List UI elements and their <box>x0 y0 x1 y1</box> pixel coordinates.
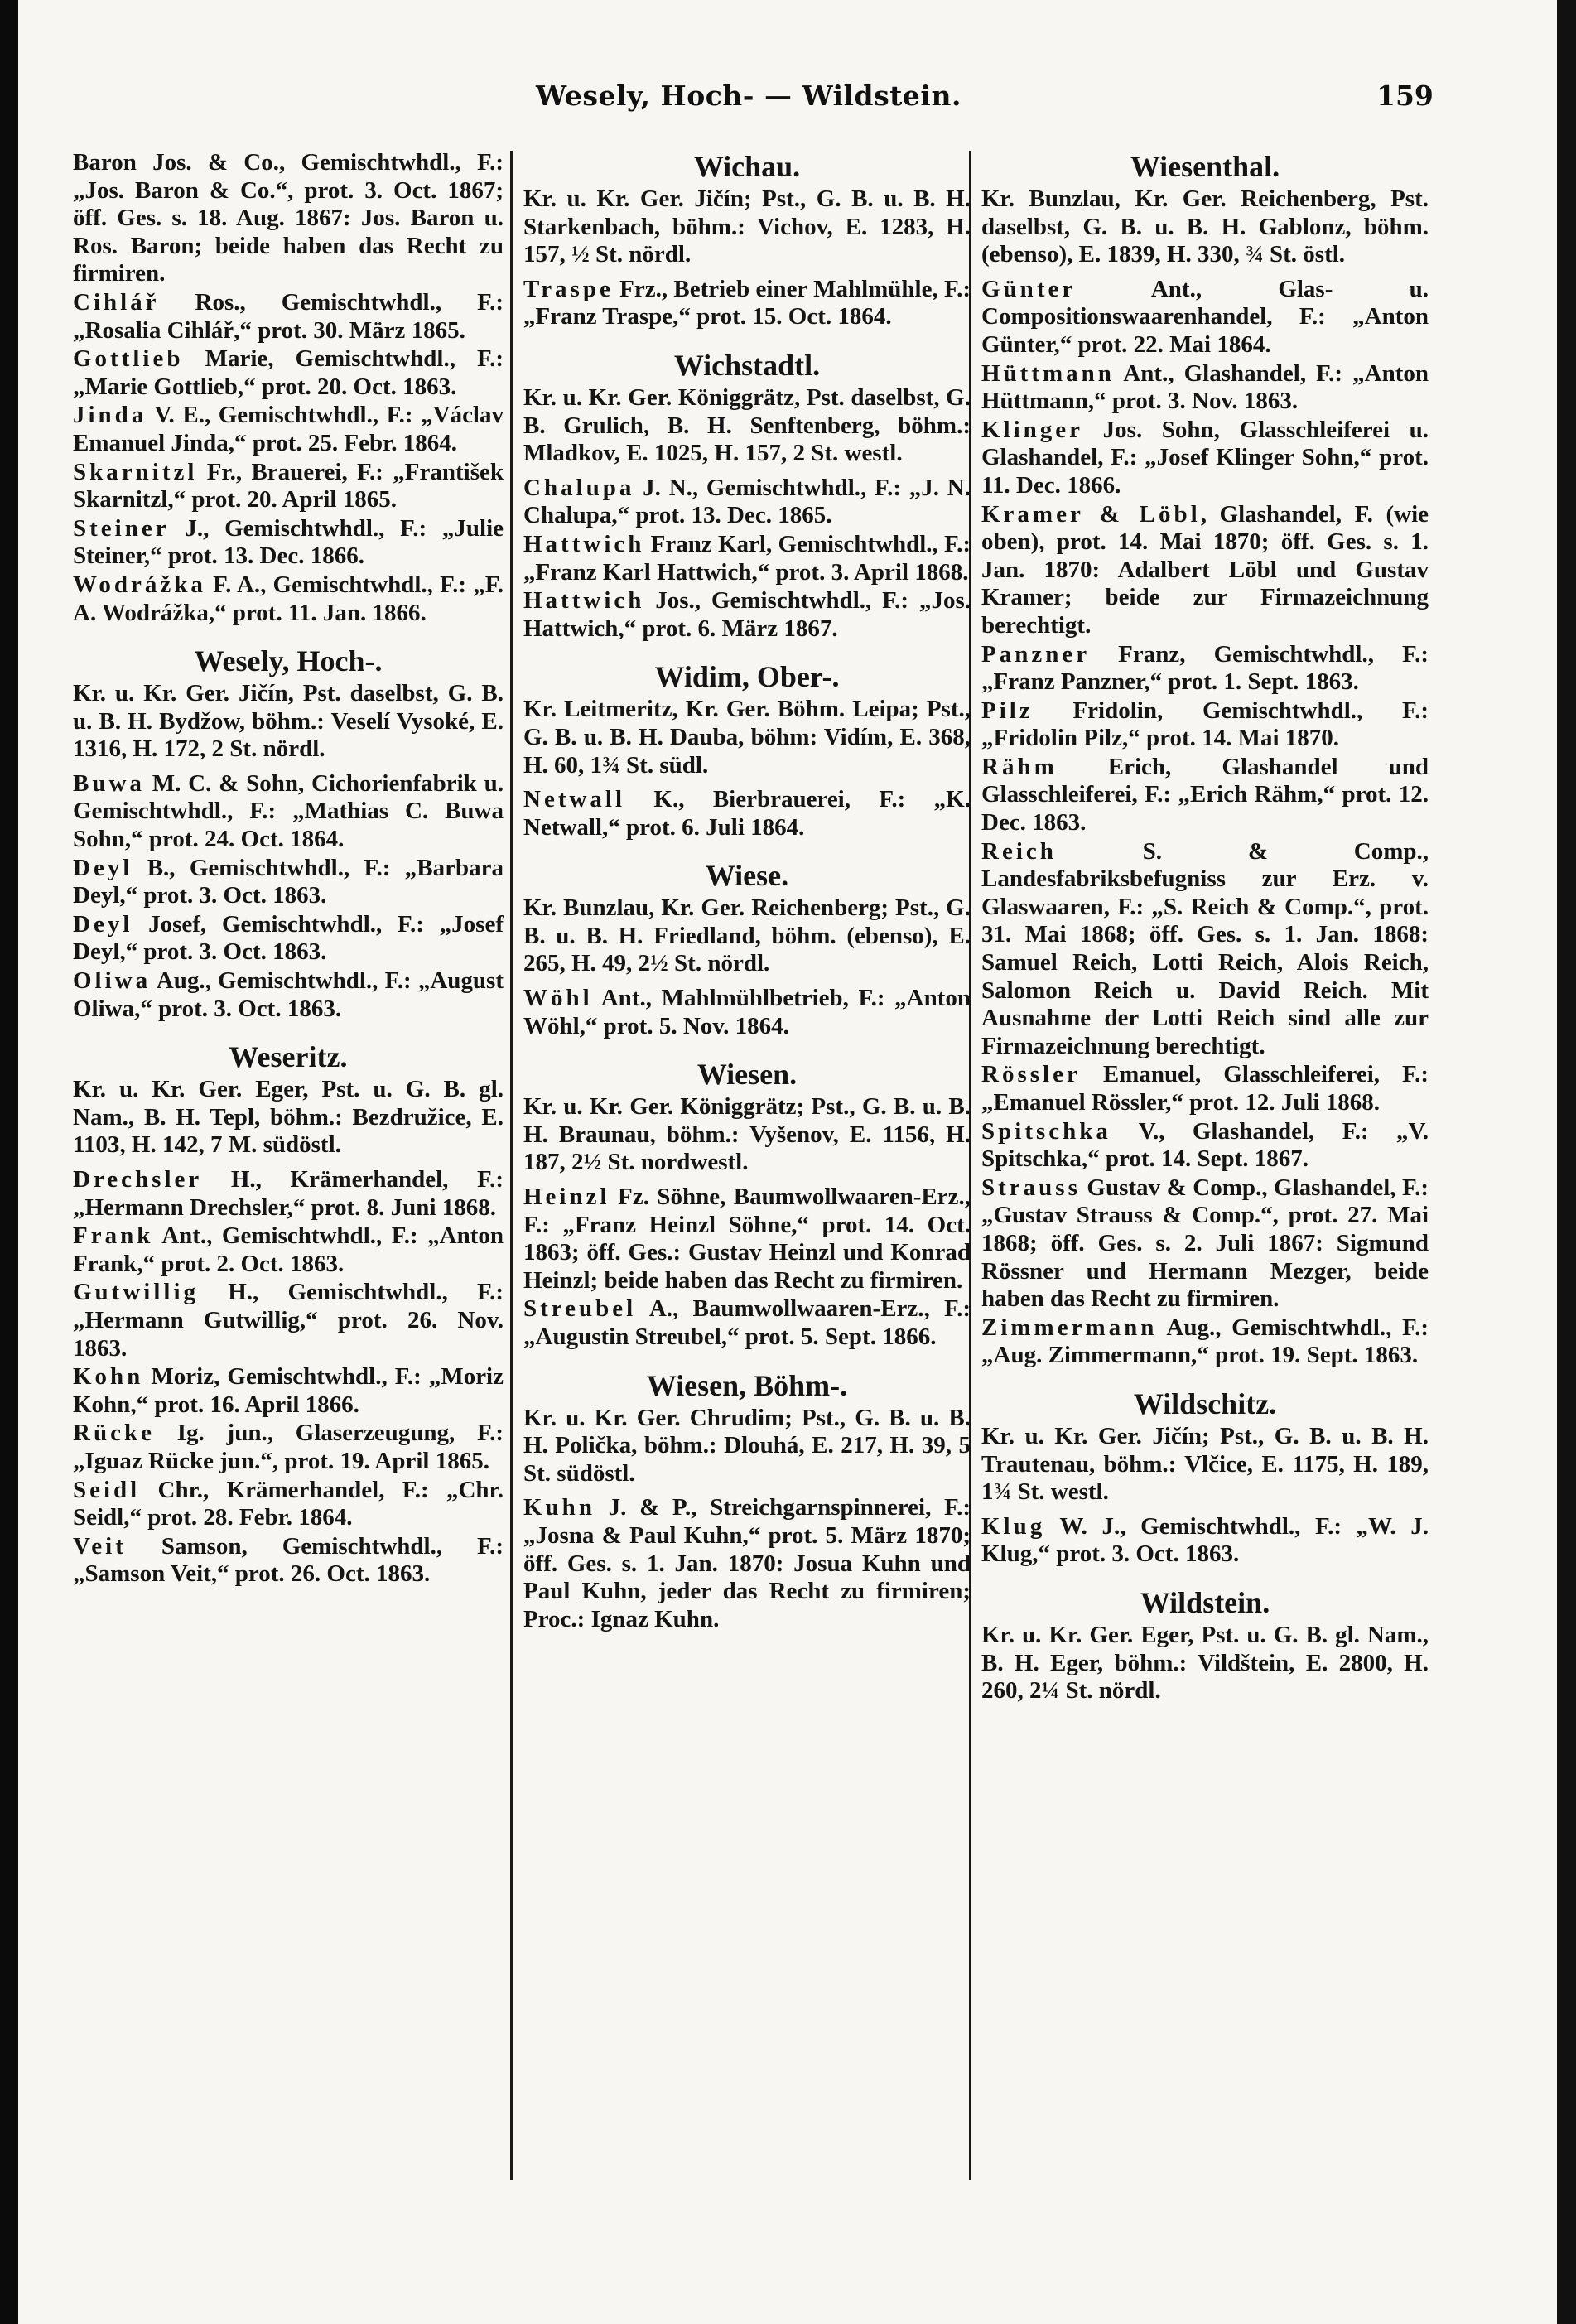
firm-name: Hüttmann <box>981 359 1115 387</box>
firm-details: H., Gemischtwhdl., F.: „Hermann Gutwillig,“ prot. 26. Nov. 1863. <box>73 1279 504 1362</box>
firm-entry <box>981 276 1429 359</box>
firm-details: Frz., Betrieb einer Mahlmühle, F.: „Franz Traspe,“ prot. 15. Oct. 1864. <box>523 275 971 330</box>
firm-details: Erich, Glashandel und Glasschleiferei, F.: „Erich Rähm,“ prot. 12. Dec. 1863. <box>981 753 1429 837</box>
firm-entry <box>73 402 504 457</box>
firm-name: Netwall <box>523 786 626 813</box>
firm-details: F. A., Gemischtwhdl., F.: „F. A. Wodrážka,“ prot. 11. Jan. 1866. <box>73 571 504 626</box>
firm-name: Drechsler <box>73 1166 203 1193</box>
firm-details: J. & P., Streichgarnspinnerei, F.: „Josna & Paul Kuhn,“ prot. 5. März 1870; öff. Ges. s. 1. Jan. 1870: Josua Kuhn und Paul Kuhn, jeder das Recht zu firmiren; Proc.: Ignaz Kuhn. <box>523 1494 971 1632</box>
firm-details: Ant., Glas- u. Compositionswaarenhandel, F.: „Anton Günter,“ prot. 22. Mai 1864. <box>981 275 1429 358</box>
firm-details: Franz, Gemischtwhdl., F.: „Franz Panzner,“ prot. 1. Sept. 1863. <box>981 640 1429 696</box>
firm-name: Gutwillig <box>73 1279 200 1306</box>
firm-details: W. J., Gemischtwhdl., F.: „W. J. Klug,“ prot. 3. Oct. 1863. <box>981 1512 1429 1568</box>
firm-name: Heinzl <box>523 1184 610 1211</box>
firm-details: Ig. jun., Glaserzeugung, F.: „Iguaz Rücke jun.“, prot. 19. April 1865. <box>73 1420 504 1474</box>
firm-details: B., Gemischtwhdl., F.: „Barbara Deyl,“ prot. 3. Oct. 1863. <box>73 854 504 909</box>
firm-name: Hattwich <box>523 587 645 615</box>
place-heading: Wiesenthal. <box>1130 150 1280 183</box>
firm-name: Kohn <box>73 1363 144 1391</box>
firm-entry <box>523 587 971 643</box>
firm-details: Fr., Brauerei, F.: „František Skarnitzl,“ prot. 20. April 1865. <box>73 458 504 513</box>
firm-name: Frank <box>73 1222 154 1250</box>
firm-details: J. N., Gemischtwhdl., F.: „J. N. Chalupa,“ prot. 13. Dec. 1865. <box>523 474 971 529</box>
firm-details: Chr., Krämerhandel, F.: „Chr. Seidl,“ prot. 28. Febr. 1864. <box>73 1476 504 1531</box>
firm-name: Jinda <box>73 402 147 429</box>
firm-entry <box>73 855 504 910</box>
firm-details: Ant., Gemischtwhdl., F.: „Anton Frank,“ prot. 2. Oct. 1863. <box>73 1222 504 1277</box>
firm-name: Kramer & Löbl <box>981 500 1201 528</box>
firm-name: Seidl <box>73 1476 141 1503</box>
firm-name: Klinger <box>981 416 1084 443</box>
firm-entry <box>73 1363 504 1419</box>
firm-name: Rücke <box>73 1420 155 1447</box>
firm-entry <box>981 838 1429 1061</box>
firm-entry <box>73 1222 504 1278</box>
firm-details: Aug., Gemischtwhdl., F.: „August Oliwa,“ prot. 3. Oct. 1863. <box>73 967 504 1022</box>
place-description: Kr. Leitmeritz, Kr. Ger. Böhm. Leipa; Pst., G. B. u. B. H. Dauba, böhm: Vidím, E. 368, H. 60, 1¾ St. südl. <box>523 696 971 779</box>
place-heading: Wichau. <box>693 150 801 183</box>
firm-details: Franz Karl, Gemischtwhdl., F.: „Franz Karl Hattwich,“ prot. 3. April 1868. <box>523 530 971 586</box>
firm-entry <box>523 1295 971 1351</box>
firm-details: Jos. Sohn, Glasschleiferei u. Glashandel, F.: „Josef Klinger Sohn,“ prot. 11. Dec. 1866. <box>981 416 1429 499</box>
firm-name: Wöhl <box>523 985 593 1012</box>
firm-entry <box>981 360 1429 416</box>
firm-entry <box>981 754 1429 837</box>
place-heading: Weseritz. <box>229 1040 348 1074</box>
place-description: Kr. u. Kr. Ger. Jičín, Pst. daselbst, G. B. u. B. H. Bydžow, böhm.: Veselí Vysoké, E. 1316, H. 172, 2 St. nördl. <box>73 680 504 763</box>
firm-name: Klug <box>981 1512 1046 1540</box>
firm-name: Rähm <box>981 753 1058 780</box>
firm-name: Chalupa <box>523 474 635 501</box>
firm-details: S. & Comp., Landesfabriksbefugniss zur Erz. v. Glaswaaren, F.: „S. Reich & Comp.“, prot. 31. Mai 1868; öff. Ges. s. 1. Jan. 1868: Samuel Reich, Lotti Reich, Alois Reich, Salomon Reich u. David Reich. Mit Ausnahme der Lotti Reich sind alle zur Firmazeichnung berechtigt. <box>981 837 1429 1059</box>
place-heading: Wiese. <box>705 859 789 893</box>
firm-name: Zimmermann <box>981 1314 1158 1341</box>
firm-entry <box>523 276 971 331</box>
firm-name: Hattwich <box>523 530 645 557</box>
place-heading: Wildschitz. <box>1133 1386 1277 1420</box>
firm-name: Spitschka <box>981 1117 1111 1145</box>
firm-entry <box>981 697 1429 753</box>
column-middle <box>523 149 971 1634</box>
firm-entry <box>981 1118 1429 1174</box>
firm-details: Gustav & Comp., Glashandel, F.: „Gustav Strauss & Comp.“, prot. 27. Mai 1868; öff. Ges. s. 2. Juli 1867: Sigmund Rössner und Hermann Mezger, beide haben das Recht zu firmiren. <box>981 1174 1429 1313</box>
firm-name: Traspe <box>523 275 614 302</box>
column-left <box>73 149 504 1589</box>
column-right <box>981 149 1429 1712</box>
firm-name: Cihlář <box>73 288 160 316</box>
firm-entry <box>981 1174 1429 1314</box>
firm-name: Kuhn <box>523 1494 595 1521</box>
page-number: 159 <box>1376 80 1434 112</box>
firm-details: A., Baumwollwaaren-Erz., F.: „Augustin Streubel,“ prot. 5. Sept. 1866. <box>523 1295 971 1350</box>
firm-entry <box>981 1513 1429 1569</box>
column-rule-left <box>510 151 513 2180</box>
firm-name: Rössler <box>981 1061 1081 1088</box>
firm-entry <box>73 1477 504 1532</box>
firm-details: Aug., Gemischtwhdl., F.: „Aug. Zimmermann,“ prot. 19. Sept. 1863. <box>981 1314 1429 1369</box>
firm-entry <box>981 417 1429 500</box>
place-description: Kr. Bunzlau, Kr. Ger. Reichenberg; Pst., G. B. u. B. H. Friedland, böhm. (ebenso), E. 265, H. 49, 2½ St. nördl. <box>523 894 971 977</box>
firm-entry <box>73 770 504 854</box>
firm-entry <box>73 345 504 401</box>
firm-entry <box>981 641 1429 697</box>
firm-details: Ros., Gemischtwhdl., F.: „Rosalia Cihlář,“ prot. 30. März 1865. <box>73 288 504 344</box>
place-description: Kr. u. Kr. Ger. Königgrätz, Pst. daselbst, G. B. Grulich, B. H. Senftenberg, böhm.: Mladkov, E. 1025, H. 157, 2 St. westl. <box>523 383 971 467</box>
firm-name: Deyl <box>73 910 133 938</box>
place-description: Kr. u. Kr. Ger. Jičín; Pst., G. B. u. B. H. Starkenbach, böhm.: Vichov, E. 1283, H. 157, ½ St. nördl. <box>523 186 971 268</box>
firm-entry <box>523 985 971 1040</box>
firm-entry <box>981 1314 1429 1370</box>
firm-name: Buwa <box>73 769 145 797</box>
firm-name: Oliwa <box>73 967 152 995</box>
firm-details: , Glashandel, F. (wie oben), prot. 14. Mai 1870; öff. Ges. s. 1. Jan. 1870: Adalbert Löbl und Gustav Kramer; beide zur Firmazeichnung berechtigt. <box>981 500 1429 639</box>
firm-details: Samson, Gemischtwhdl., F.: „Samson Veit,“ prot. 26. Oct. 1863. <box>73 1532 504 1588</box>
firm-entry <box>523 786 971 841</box>
scan-edge-left <box>0 0 18 2324</box>
firm-details: V. E., Gemischtwhdl., F.: „Václav Emanuel Jinda,“ prot. 25. Febr. 1864. <box>73 402 504 456</box>
firm-entry <box>523 531 971 586</box>
firm-entry <box>73 149 504 288</box>
firm-name: Strauss <box>981 1174 1081 1201</box>
firm-details: Fridolin, Gemischtwhdl., F.: „Fridolin Pilz,“ prot. 14. Mai 1870. <box>981 697 1429 752</box>
place-description: Kr. u. Kr. Ger. Eger, Pst. u. G. B. gl. Nam., B. H. Tepl, böhm.: Bezdružice, E. 1103, H. 142, 7 M. südöstl. <box>73 1076 504 1159</box>
place-heading: Widim, Ober-. <box>654 660 840 694</box>
firm-details: M. C. & Sohn, Cichorienfabrik u. Gemischtwhdl., F.: „Mathias C. Buwa Sohn,“ prot. 24. Oct. 1864. <box>73 769 504 853</box>
firm-entry <box>981 1061 1429 1116</box>
firm-details: Emanuel, Glasschleiferei, F.: „Emanuel Rössler,“ prot. 12. Juli 1868. <box>981 1061 1429 1116</box>
header-title: Wesely, Hoch- — Wildstein. <box>536 80 962 112</box>
firm-details: Ant., Glashandel, F.: „Anton Hüttmann,“ prot. 3. Nov. 1863. <box>981 359 1429 415</box>
firm-entry <box>523 475 971 530</box>
firm-details: Baron Jos. & Co., Gemischtwhdl., F.: „Jos. Baron & Co.“, prot. 3. Oct. 1867; öff. Ges. s. 18. Aug. 1867: Jos. Baron u. Ros. Baron; beide haben das Recht zu firmiren. <box>73 149 504 287</box>
firm-name: Skarnitzl <box>73 458 198 485</box>
firm-name: Veit <box>73 1532 127 1560</box>
firm-entry <box>73 1166 504 1222</box>
place-heading: Wesely, Hoch-. <box>194 644 383 678</box>
place-heading: Wichstadtl. <box>673 348 821 382</box>
running-header <box>18 80 1557 129</box>
firm-name: Panzner <box>981 640 1091 668</box>
place-description: Kr. u. Kr. Ger. Eger, Pst. u. G. B. gl. Nam., B. H. Eger, böhm.: Vildštein, E. 2800, H. 260, 2¼ St. nördl. <box>981 1621 1429 1704</box>
firm-entry <box>523 1184 971 1295</box>
firm-name: Reich <box>981 837 1057 865</box>
firm-details: Josef, Gemischtwhdl., F.: „Josef Deyl,“ prot. 3. Oct. 1863. <box>73 910 504 966</box>
firm-entry <box>73 911 504 967</box>
firm-entry <box>73 967 504 1023</box>
firm-entry <box>73 1279 504 1362</box>
scan-edge-right <box>1557 0 1576 2324</box>
place-description: Kr. Bunzlau, Kr. Ger. Reichenberg, Pst. daselbst, G. B. u. B. H. Gablonz, böhm. (ebenso), E. 1839, H. 330, ¾ St. östl. <box>981 186 1429 268</box>
firm-details: H., Krämerhandel, F.: „Hermann Drechsler,“ prot. 8. Juni 1868. <box>73 1166 504 1221</box>
place-description: Kr. u. Kr. Ger. Königgrätz; Pst., G. B. u. B. H. Braunau, böhm.: Vyšenov, E. 1156, H. 187, 2½ St. nordwestl. <box>523 1093 971 1176</box>
place-heading: Wiesen. <box>696 1058 798 1092</box>
place-heading: Wildstein. <box>1140 1585 1270 1619</box>
firm-name: Wodrážka <box>73 571 206 598</box>
firm-entry <box>73 1533 504 1589</box>
firm-name: Günter <box>981 275 1077 302</box>
place-heading: Wiesen, Böhm-. <box>646 1368 848 1402</box>
firm-name: Pilz <box>981 697 1034 724</box>
firm-name: Streubel <box>523 1295 637 1323</box>
place-description: Kr. u. Kr. Ger. Chrudim; Pst., G. B. u. B. H. Polička, böhm.: Dlouhá, E. 217, H. 39, 5 St. südöstl. <box>523 1404 971 1487</box>
firm-name: Steiner <box>73 514 170 542</box>
firm-details: K., Bierbrauerei, F.: „K. Netwall,“ prot. 6. Juli 1864. <box>523 786 971 841</box>
firm-entry <box>981 501 1429 640</box>
firm-entry <box>73 571 504 627</box>
firm-entry <box>73 459 504 514</box>
firm-entry <box>73 515 504 571</box>
firm-details: Jos., Gemischtwhdl., F.: „Jos. Hattwich,“ prot. 6. März 1867. <box>523 587 971 642</box>
firm-details: Fz. Söhne, Baumwollwaaren-Erz., F.: „Franz Heinzl Söhne,“ prot. 14. Oct. 1863; öff. Ges.: Gustav Heinzl und Konrad Heinzl; beide haben das Recht zu firmiren. <box>523 1184 971 1294</box>
firm-entry <box>73 289 504 345</box>
firm-details: Ant., Mahlmühlbetrieb, F.: „Anton Wöhl,“ prot. 5. Nov. 1864. <box>523 985 971 1039</box>
firm-details: V., Glashandel, F.: „V. Spitschka,“ prot. 14. Sept. 1867. <box>981 1117 1429 1173</box>
firm-details: Marie, Gemischtwhdl., F.: „Marie Gottlieb,“ prot. 20. Oct. 1863. <box>73 345 504 400</box>
firm-entry <box>73 1420 504 1475</box>
firm-name: Deyl <box>73 854 133 881</box>
page <box>18 0 1557 2324</box>
firm-details: Moriz, Gemischtwhdl., F.: „Moriz Kohn,“ prot. 16. April 1866. <box>73 1363 504 1418</box>
firm-details: J., Gemischtwhdl., F.: „Julie Steiner,“ prot. 13. Dec. 1866. <box>73 514 504 570</box>
place-description: Kr. u. Kr. Ger. Jičín; Pst., G. B. u. B. H. Trautenau, böhm.: Vlčice, E. 1175, H. 189, 1¾ St. westl. <box>981 1422 1429 1506</box>
firm-name: Gottlieb <box>73 345 184 373</box>
firm-entry <box>523 1494 971 1633</box>
